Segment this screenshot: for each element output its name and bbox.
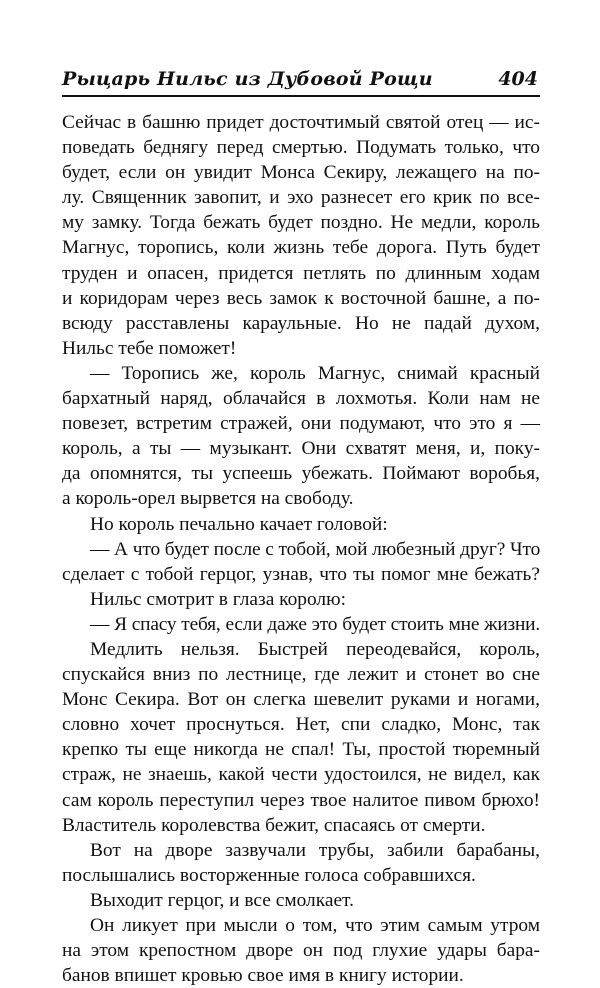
- running-title: Рыцарь Нильс из Дубовой Рощи: [62, 68, 433, 90]
- text-line: Монс Секира. Вот он слегка шевелит руками и ногами,: [62, 689, 540, 711]
- text-line: му замку. Тогда бежать будет поздно. Не медли, король: [62, 212, 540, 234]
- text-line: будет, если он увидит Монса Секиру, лежащего на по-: [62, 162, 540, 184]
- text-line: Нильс тебе поможет!: [62, 337, 237, 359]
- header-rule: [62, 95, 540, 97]
- text-line: — А что будет после с тобой, мой любезный друг? Что: [90, 538, 541, 560]
- text-line: сделает с тобой герцог, узнав, что ты помог мне бежать?: [62, 563, 540, 585]
- text-line: а король-орел вырвется на свободу.: [62, 488, 354, 510]
- text-line: словно хочет проснуться. Нет, спи сладко, Монс, так: [62, 714, 540, 736]
- page-number: 404: [498, 68, 538, 90]
- text-line: — Торопись же, король Магнус, снимай красный: [90, 362, 540, 384]
- text-line: повезет, встретим стражей, они подумают, что это я —: [62, 413, 540, 435]
- text-line: Он ликует при мысли о том, что этим самым утром: [90, 915, 540, 936]
- text-line: Медлить нельзя. Быстрей переодевайся, король,: [90, 638, 540, 660]
- text-line: Но король печально качает головой:: [90, 513, 388, 535]
- text-line: Магнус, торопись, коли жизнь тебе дорога. Путь будет: [62, 237, 540, 259]
- text-line: лу. Священник завопит, и эхо разнесет его крик по все-: [62, 187, 540, 209]
- page-header: [62, 62, 540, 100]
- text-line: сам король переступил через твое налитое пивом брюхо!: [62, 789, 540, 811]
- text-line: Вот на дворе зазвучали трубы, забили барабаны,: [90, 839, 540, 861]
- text-line: всюду расставлены караульные. Но не падай духом,: [62, 312, 540, 334]
- text-line: страж, не знаешь, какой чести удостоился, не видел, как: [62, 764, 540, 786]
- text-line: да опомнятся, ты успеешь убежать. Поймают воробья,: [62, 463, 540, 485]
- text-body: [62, 110, 540, 988]
- text-line: банов впишет кровью свое имя в книгу истории.: [62, 965, 464, 987]
- text-line: послышались восторженные голоса собравшихся.: [62, 864, 476, 886]
- text-line: король, а ты — музыкант. Они схватят меня, и, поку-: [62, 438, 540, 460]
- text-line: — Я спасу тебя, если даже это будет стоить мне жизни.: [90, 613, 540, 635]
- text-line: поведать беднягу перед смертью. Подумать только, что: [62, 137, 540, 159]
- text-line: труден и опасен, придется петлять по длинным ходам: [62, 262, 540, 284]
- text-line: спускайся вниз по лестнице, где лежит и стонет во сне: [62, 664, 540, 686]
- text-line: Сейчас в башню придет досточтимый святой отец — ис-: [62, 112, 540, 133]
- text-line: Выходит герцог, и все смолкает.: [90, 889, 354, 911]
- text-line: Властитель королевства бежит, спасаясь от смерти.: [62, 814, 486, 836]
- text-line: Нильс смотрит в глаза королю:: [90, 588, 346, 610]
- text-line: и коридорам через весь замок к восточной башне, а по-: [62, 287, 540, 309]
- text-line: на этом крепостном дворе он под глухие удары бара-: [62, 940, 540, 962]
- text-line: крепко ты еще никогда не спал! Ты, простой тюремный: [62, 739, 540, 761]
- text-line: бархатный наряд, облачайся в лохмотья. Коли нам не: [62, 388, 540, 410]
